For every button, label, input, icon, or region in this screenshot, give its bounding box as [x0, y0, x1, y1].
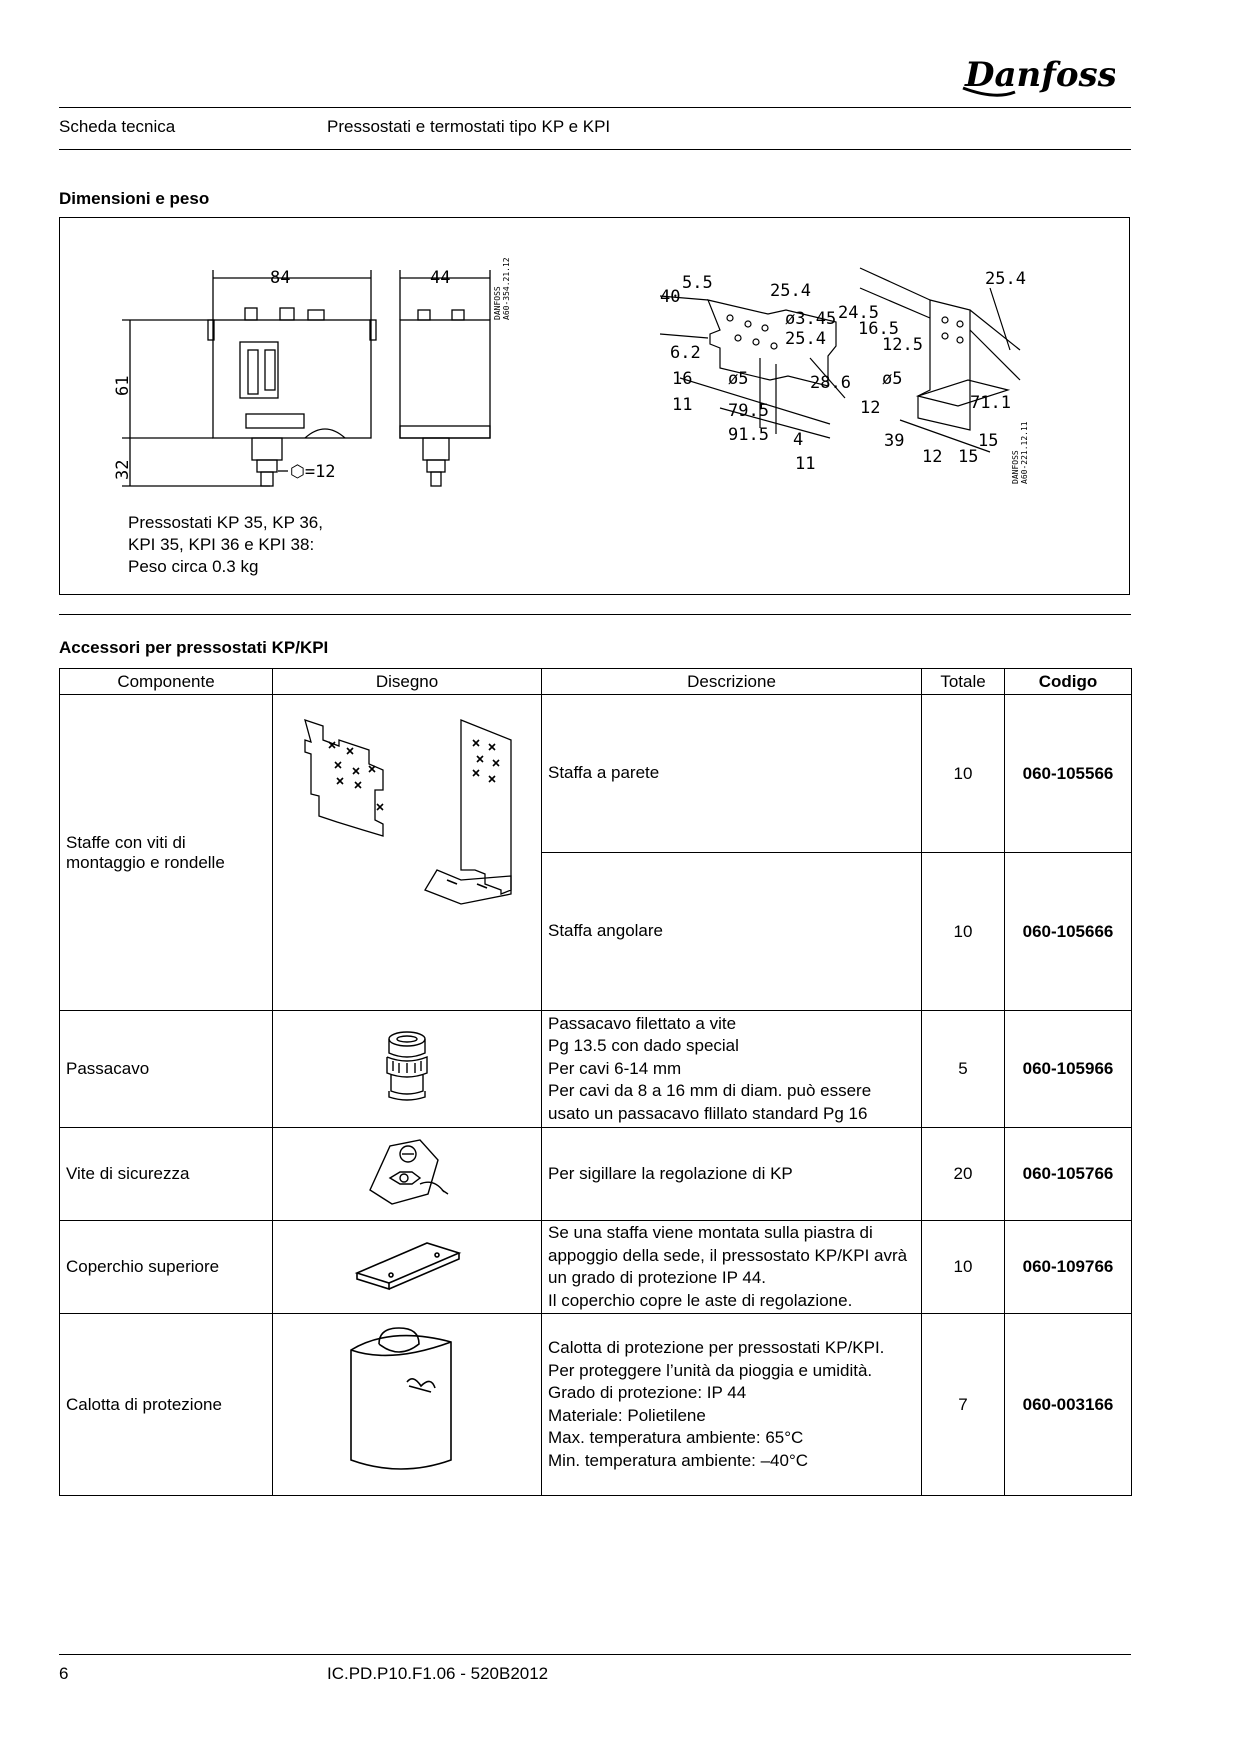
cable-gland-illustration [273, 1011, 542, 1128]
dim-bottom-32: 32 [113, 459, 133, 480]
code-cell: 060-105666 [1005, 853, 1132, 1011]
header-rule-bottom [59, 149, 1131, 150]
svg-text:71.1: 71.1 [970, 393, 1011, 413]
table-row [60, 1128, 1132, 1221]
doc-title: Pressostati e termostati tipo KP e KPI [327, 117, 611, 136]
weight-note: Pressostati KP 35, KP 36, KPI 35, KPI 36 e KPI 38: Peso circa 0.3 kg [128, 513, 323, 576]
doc-code: IC.PD.P10.F1.06 - 520B2012 [327, 1664, 549, 1683]
svg-text:12.5: 12.5 [882, 335, 923, 355]
seal-screw-illustration [273, 1128, 542, 1221]
code-cell: 060-105766 [1005, 1128, 1132, 1221]
description-cell: Passacavo filettato a vite Pg 13.5 con dado special Per cavi 6-14 mm Per cavi da 8 a 16 mm di diam. può essere usato un passacavo flillato standard Pg 16 [542, 1011, 922, 1128]
page-number: 6 [59, 1664, 69, 1683]
description-cell: Per sigillare la regolazione di KP [542, 1128, 922, 1221]
drawing-code-2: DANFOSSA60-221.12.11 [1011, 421, 1029, 484]
brackets-drawing [660, 238, 1120, 498]
svg-text:11: 11 [795, 454, 816, 474]
danfoss-logo [955, 48, 1115, 108]
dimensions-figure [59, 217, 1130, 595]
svg-text:ø5: ø5 [882, 369, 903, 389]
svg-text:40: 40 [660, 287, 681, 307]
svg-text:12: 12 [860, 398, 881, 418]
svg-text:28.6: 28.6 [810, 373, 851, 393]
qty-cell: 20 [922, 1128, 1005, 1221]
qty-cell: 10 [922, 1221, 1005, 1314]
svg-text:16.5: 16.5 [858, 319, 899, 339]
table-row [60, 1221, 1132, 1314]
table-header-row [60, 669, 1132, 695]
brand-text: Danfoss [965, 55, 1115, 95]
qty-cell: 10 [922, 695, 1005, 853]
component-cell: Passacavo [60, 1011, 273, 1128]
col-componente: Componente [60, 669, 273, 695]
accessories-table [59, 668, 1132, 1496]
section-divider [59, 614, 1131, 615]
svg-text:4: 4 [793, 430, 804, 450]
code-cell: 060-003166 [1005, 1314, 1132, 1496]
col-totale: Totale [922, 669, 1005, 695]
component-cell: Calotta di protezione [60, 1314, 273, 1496]
brackets-icon [277, 700, 537, 1000]
svg-text:25.4: 25.4 [985, 269, 1026, 289]
col-disegno: Disegno [273, 669, 542, 695]
drawing-code-1: DANFOSSA60-354.21.12 [493, 257, 511, 320]
component-cell: Coperchio superiore [60, 1221, 273, 1314]
protective-cap-icon [337, 1322, 477, 1482]
table-row [60, 1314, 1132, 1496]
svg-text:15: 15 [978, 431, 999, 451]
protective-cap-illustration [273, 1314, 542, 1496]
dim-width-44: 44 [430, 268, 451, 288]
footer-rule [59, 1654, 1131, 1655]
description-cell: Staffa angolare [542, 853, 922, 1011]
code-cell: 060-105566 [1005, 695, 1132, 853]
qty-cell: 10 [922, 853, 1005, 1011]
qty-cell: 7 [922, 1314, 1005, 1496]
svg-text:ø3.45: ø3.45 [785, 309, 837, 329]
svg-text:11: 11 [672, 395, 693, 415]
cable-gland-icon [377, 1027, 437, 1107]
col-codigo: Codigo [1005, 669, 1132, 695]
dim-height-61: 61 [113, 375, 133, 396]
component-cell: Vite di sicurezza [60, 1128, 273, 1221]
svg-text:91.5: 91.5 [728, 425, 769, 445]
top-cover-illustration [273, 1221, 542, 1314]
dim-width-84: 84 [270, 268, 291, 288]
description-cell: Se una staffa viene montata sulla piastra di appoggio della sede, il pressostato KP/KPI avrà un grado di protezione IP 44. Il coperchio copre le aste di regolazione. [542, 1221, 922, 1314]
top-cover-icon [347, 1235, 467, 1295]
dimensions-title: Dimensioni e peso [59, 189, 210, 208]
accessories-title: Accessori per pressostati KP/KPI [59, 638, 329, 657]
brackets-illustration [273, 695, 542, 1011]
table-row [60, 1011, 1132, 1128]
doc-type: Scheda tecnica [59, 117, 176, 136]
svg-text:ø5: ø5 [728, 369, 749, 389]
header-rule-top [59, 107, 1131, 108]
svg-text:25.4: 25.4 [770, 281, 811, 301]
code-cell: 060-109766 [1005, 1221, 1132, 1314]
svg-text:79.5: 79.5 [728, 401, 769, 421]
svg-text:16: 16 [672, 369, 693, 389]
svg-text:24.5: 24.5 [838, 303, 879, 323]
qty-cell: 5 [922, 1011, 1005, 1128]
description-cell: Staffa a parete [542, 695, 922, 853]
svg-text:39: 39 [884, 431, 905, 451]
svg-text:6.2: 6.2 [670, 343, 701, 363]
table-row [60, 695, 1132, 853]
seal-screw-icon [362, 1132, 452, 1212]
col-descrizione: Descrizione [542, 669, 922, 695]
svg-text:12: 12 [922, 447, 943, 467]
svg-text:15: 15 [958, 447, 979, 467]
switch-drawing [100, 238, 540, 508]
dim-hex: ⬡=12 [290, 462, 336, 482]
component-cell: Staffe con viti di montaggio e rondelle [60, 695, 273, 1011]
description-cell: Calotta di protezione per pressostati KP/KPI. Per proteggere l’unità da pioggia e umidità. Grado di protezione: IP 44 Materiale: Polietilene Max. temperatura ambiente: 65°C Min. temperatura ambiente: –40°C [542, 1314, 922, 1496]
svg-text:25.4: 25.4 [785, 329, 826, 349]
svg-text:5.5: 5.5 [682, 273, 713, 293]
code-cell: 060-105966 [1005, 1011, 1132, 1128]
